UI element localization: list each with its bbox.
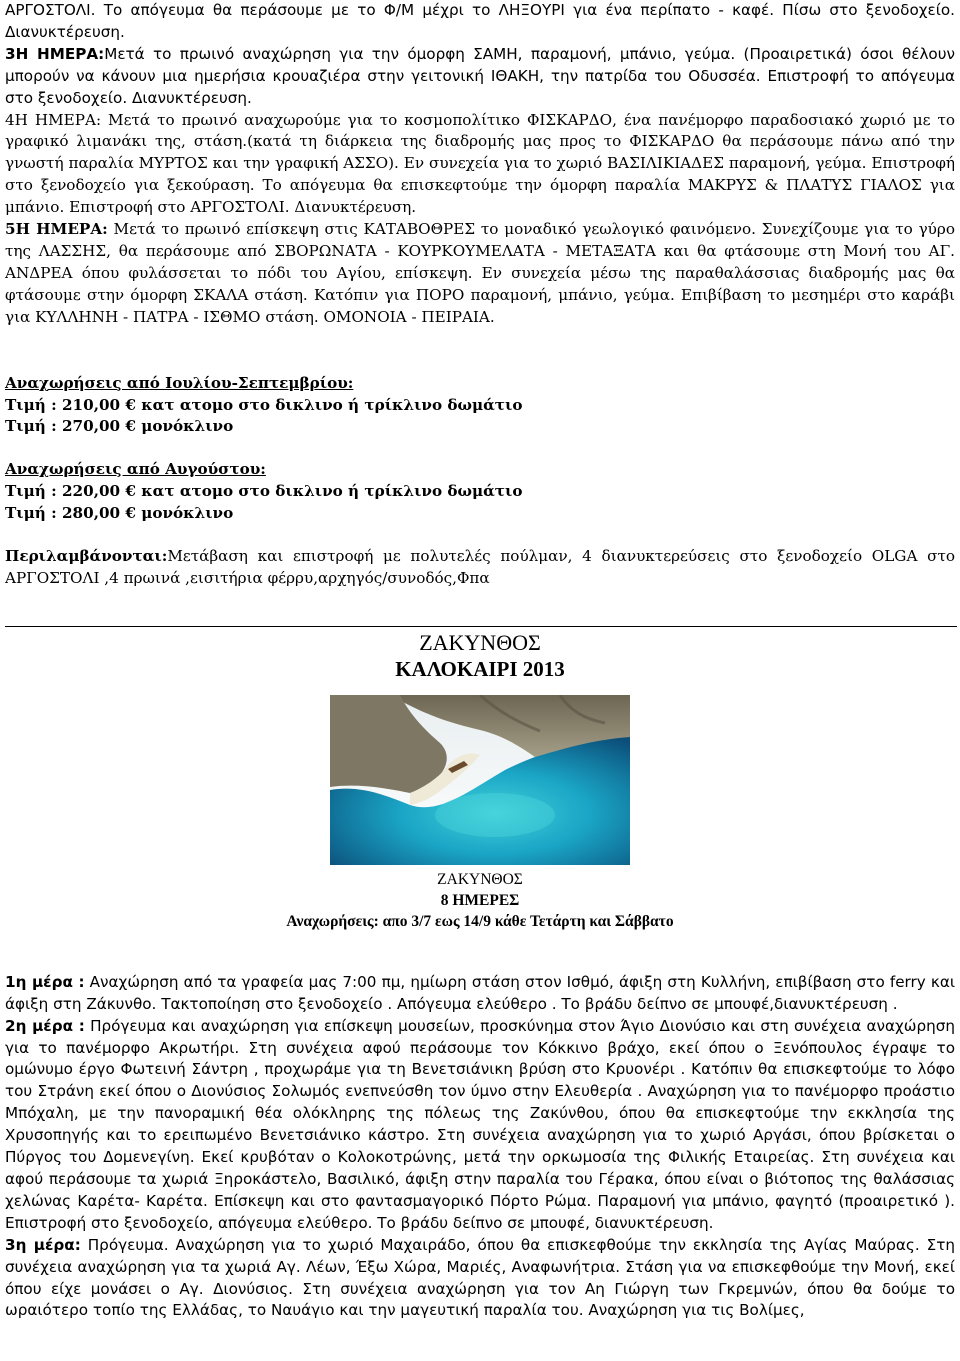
price-group2-line2: Τιμή : 280,00 € μονόκλινο [5,504,234,523]
intro-paragraph: ΑΡΓΟΣΤΟΛΙ. Το απόγευμα θα περάσουμε με το Φ/Μ μέχρι το ΛΗΞΟΥΡΙ για ένα περίπατο - καφέ. Πίσω στο ξενοδοχείο. Διανυκτέρευση. [5,1,955,41]
includes-label: Περιλαμβάνονται: [5,547,168,566]
photo-caption-place: ΖΑΚΥΝΘΟΣ [437,870,523,888]
itinerary-day3-text: Πρόγευμα. Αναχώρηση για το χωριό Μαχαιράδο, όπου θα επισκεφθούμε την εκκλησία της Αγίας Μαύρας. Στη συνέχεια αναχώρηση για τα χωριά Αγ. Λέων, Έξω Χώρα, Μαριές, Αναφωνήτρια. Στάση για να επισκεφθούμε την Μονή, εκεί όπου είχε μονάσει ο Αγ. Διονύσιος. Στη συνέχεια αναχώρηση για τον Αη Γιώργη των Γκρεμνών, όπου θα δούμε το ωραιότερο τοπίο της Ελλάδας, το Ναυάγιο και την μαγευτική παραλία του. Αναχώρηση για τις Βολίμες, [5,1235,955,1320]
spacer [5,525,955,546]
spacer [5,329,955,373]
itinerary-day1-text: Αναχώρηση από τα γραφεία μας 7:00 πμ, ημίωρη στάση στον Ισθμό, άφιξη στη Κυλλήνη, επιβίβαση στο ferry και άφιξη στη Ζάκυνθο. Τακτοποίηση στο ξενοδοχείο . Απόγευμα ελεύθερο . Το βράδυ δείπνο σε μπουφέ,διανυκτέρευση . [5,972,955,1013]
day5-label: 5Η ΗΜΕΡΑ: [5,220,108,239]
section-divider [5,626,957,627]
day4-label: 4Η ΗΜΕΡΑ: [5,110,102,129]
itinerary-day2 [5,1016,955,1235]
price-group1-line1: Τιμή : 210,00 € κατ ατομο στο δικλινο ή τρίκλινο δωμάτιο [5,395,523,414]
photo-caption-duration: 8 ΗΜΕΡΕΣ [440,891,520,909]
price-group2-header [5,459,955,481]
itinerary-day2-text: Πρόγευμα και αναχώρηση για επίσκεψη μουσείων, προσκύνημα στον Άγιο Διονύσιο και στη συνέχεια αναχώρηση για το πανέμορφο Ακρωτήρι. Στη συνέχεια αφού περάσουμε τον Κόκκινο βράχο, εκεί όπου ο Ξενόπουλος έγραψε το ομώνυμο έργο Φωτεινή Σάντρη , προχωράμε για τη Βενετσιάνικη βρύση στο Κρυονέρι . Κατόπιν θα επισκεφτούμε το λόφο του Στράνη εκεί όπου ο Διονύσιος Σολωμός ενεπνεύσθη τον ύμνο στην Ελευθερία . Αναχώρηση για το πανέμορφο προάστιο Μπόχαλη, με την πανοραμική θέα ολόκληρης της πόλεως της Ζακύνθου, όπου θα επισκεφτούμε την εκκλησία της Χρυσοπηγής και το ερειπωμένο Βενετσιάνικο κάστρο. Στη συνέχεια αναχώρηση για το χωριό Αργάσι, όπου βρίσκεται ο Πύργος του Δομενεγίνη. Εκεί κρυβόταν ο Κολοκοτρώνης, μετά την ορκωμοσία της Φιλικής Εταιρείας. Στη συνέχεια και αφού περάσουμε τα χωριά Ξηροκάστελο, Βασιλικό, άφιξη στην παραλία του Γέρακα, όπου είναι ο βιότοπος της θαλάσσιας χελώνας Καρέτα- Καρέτα. Επίσκεψη και στο φαντασμαγορικό Πόρτο Ρώμα. Παραμονή για μπάνιο, φαγητό (προαιρετικό ). Επιστροφή στο ξενοδοχείο, απόγευμα ελεύθερο. Το βράδυ δείπνο σε μπουφέ, διανυκτέρευση. [5,1016,955,1232]
photo-caption-departures: Αναχωρήσεις: απο 3/7 εως 14/9 κάθε Τετάρτη και Σάββατο [286,912,674,930]
day3-label: 3Η ΗΜΕΡΑ: [5,44,105,63]
document-page [5,0,955,1322]
itinerary-day3 [5,1235,955,1323]
shipwreck-beach-photo-icon [330,695,630,865]
itinerary-day1 [5,972,955,1016]
price-group2-line1: Τιμή : 220,00 € κατ ατομο στο δικλινο ή τρίκλινο δωμάτιο [5,482,523,501]
day3-text: Μετά το πρωινό αναχώρηση για την όμορφη ΣΑΜΗ, παραμονή, μπάνιο, γεύμα. (Προαιρετικά) όσοι θέλουν μπορούν να κάνουν μια ημερήσια κρουαζιέρα στην γειτονική ΙΘΑΚΗ, την πατρίδα του Οδυσσέα. Επιστροφή το απόγευμα στο ξενοδοχείο. Διανυκτέρευση. [5,44,955,107]
itinerary-day1-label: 1η μέρα : [5,972,85,991]
day4-paragraph [5,110,955,220]
section-title: ΖΑΚΥΝΘΟΣ [419,629,541,655]
price-group1-header [5,373,955,395]
price-group2-header-text: Αναχωρήσεις από Αυγούστου: [5,460,266,479]
spacer [5,932,955,972]
spacer [5,438,955,459]
itinerary [5,972,955,1323]
day4-text: Μετά το πρωινό αναχωρούμε για το κοσμοπολίτικο ΦΙΣΚΑΡΔΟ, ένα πανέμορφο παραδοσιακό χωριό με το γραφικό λιμανάκι της, στάση.(κατά τη διάρκεια της διαδρομής μας προς το ΦΙΣΚΑΡΔΟ θα περάσουμε πάνω από την γνωστή παραλία ΜΥΡΤΟΣ και την γραφική ΑΣΣΟ). Εν συνεχεία για το χωριό ΒΑΣΙΛΙΚΙΑΔΕΣ παραμονή, γεύμα. Επιστροφή στο ξενοδοχείο για ξεκούραση. Το απόγευμα θα επισκεφτούμε την όμορφη παραλία ΜΑΚΡΥΣ & ΠΛΑΤΥΣ ΓΙΑΛΟΣ για μπάνιο. Επιστροφή στο ΑΡΓΟΣΤΟΛΙ. Διανυκτέρευση. [5,110,955,217]
photo-svg [330,695,630,865]
itinerary-day2-label: 2η μέρα : [5,1016,85,1035]
section-subtitle: ΚΑΛΟΚΑΙΡΙ 2013 [395,656,565,681]
price-group1-header-text: Αναχωρήσεις από Ιουλίου-Σεπτεμβρίου: [5,373,354,392]
includes-paragraph [5,546,955,590]
itinerary-day3-label: 3η μέρα: [5,1235,81,1254]
includes-text: Μετάβαση και επιστροφή με πολυτελές πούλμαν, 4 διανυκτερεύσεις στο ξενοδοχείο OLGA στο ΑΡΓΟΣΤΟΛΙ ,4 πρωινά ,εισιτήρια φέρρυ,αρχηγός/συνοδός,Φπα [5,547,955,587]
price-group1-line2: Τιμή : 270,00 € μονόκλινο [5,417,234,436]
day5-text: Μετά το πρωινό επίσκεψη στις ΚΑΤΑΒΟΘΡΕΣ το μοναδικό γεωλογικό φαινόμενο. Συνεχίζουμε για το γύρο της ΛΑΣΣΗΣ, θα περάσουμε από ΣΒΟΡΩΝΑΤΑ - ΚΟΥΡΚΟΥΜΕΛΑΤΑ - ΜΕΤΑΞΑΤΑ και θα φτάσουμε στη Μονή του ΑΓ. ΑΝΔΡΕΑ όπου φυλάσσεται το πόδι του Αγίου, επίσκεψη. Εν συνεχεία μέσω της παραθαλάσσιας διαδρομής μας θα φτάσουμε στην όμορφη ΣΚΑΛΑ στάση. Κατόπιν για ΠΟΡΟ παραμονή, μπάνιο, γεύμα. Επιβίβαση το μεσημέρι στο καράβι για ΚΥΛΛΗΝΗ - ΠΑΤΡΑ - ΙΣΘΜΟ στάση. ΟΜΟΝΟΙΑ - ΠΕΙΡΑΙΑ. [5,220,955,326]
day3-paragraph [5,44,955,110]
day5-paragraph [5,219,955,329]
